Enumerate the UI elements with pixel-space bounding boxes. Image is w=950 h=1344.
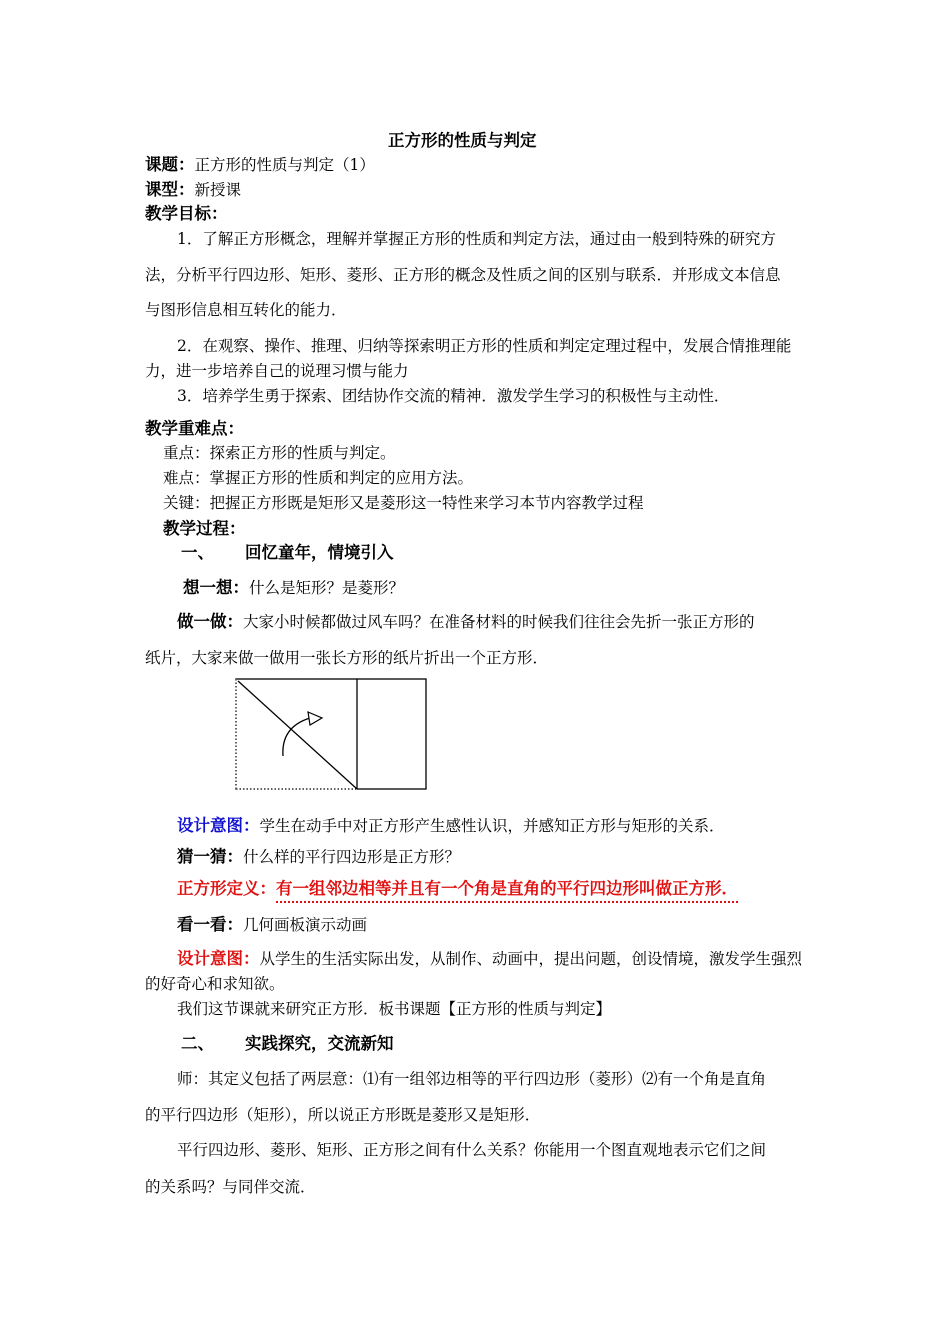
- goals-heading: 教学目标：: [145, 204, 228, 223]
- topic-line: [145, 155, 375, 175]
- fold-arrow-arc: [283, 718, 310, 756]
- paper-fold-figure: [228, 672, 438, 802]
- look-line: [177, 915, 367, 935]
- type-value: 新授课: [194, 181, 242, 199]
- type-line: [145, 180, 241, 200]
- guess-line: [177, 847, 460, 867]
- board-line: 我们这节课就来研究正方形．板书课题【正方形的性质与判定】: [177, 1000, 612, 1018]
- fold-diagonal-line: [238, 681, 357, 789]
- guess-label: 猜一猜：: [177, 847, 243, 866]
- goal-2-line-1: 2．在观察、操作、推理、归纳等探索明正方形的性质和判定定理过程中，发展合情推理能: [177, 337, 792, 355]
- section-2-title: 实践探究，交流新知: [245, 1034, 394, 1053]
- section-1-number: 一、: [181, 543, 214, 562]
- question-line-1: 平行四边形、菱形、矩形、正方形之间有什么关系？你能用一个图直观地表示它们之间: [177, 1141, 767, 1159]
- goal-1-line-2: 法，分析平行四边形、矩形、菱形、正方形的概念及性质之间的区别与联系．并形成文本信息: [145, 266, 781, 284]
- key-line: 关键：把握正方形既是矩形又是菱形这一特性来学习本节内容教学过程: [163, 494, 644, 512]
- goal-1-line-1: 1．了解正方形概念，理解并掌握正方形的性质和判定方法，通过由一般到特殊的研究方: [177, 230, 776, 248]
- type-label: 课型：: [145, 180, 195, 199]
- intent-1-text: 学生在动手中对正方形产生感性认识，并感知正方形与矩形的关系．: [259, 817, 725, 835]
- page-title: 正方形的性质与判定: [388, 131, 537, 150]
- intent-2-text-line-1: 从学生的生活实际出发，从制作、动画中，提出问题，创设情境，激发学生强烈: [259, 950, 803, 968]
- goal-3: 3．培养学生勇于探索、团结协作交流的精神．激发学生学习的积极性与主动性．: [177, 387, 730, 405]
- fold-arrow-head-icon: [308, 712, 322, 725]
- intent-1-line: [177, 816, 725, 836]
- guess-text: 什么样的平行四边形是正方形？: [243, 848, 461, 866]
- question-line-2: 的关系吗？与同伴交流．: [145, 1178, 316, 1196]
- difficulty-line: 难点：掌握正方形的性质和判定的应用方法。: [163, 469, 474, 487]
- topic-value: 正方形的性质与判定（1）: [194, 156, 375, 174]
- intent-1-label: 设计意图：: [177, 816, 260, 835]
- intent-2-label: 设计意图：: [177, 949, 260, 968]
- goal-2-line-2: 力，进一步培养自己的说理习惯与能力: [145, 362, 409, 380]
- intent-2-line-2: 的好奇心和求知欲。: [145, 975, 285, 993]
- process-heading: 教学过程：: [163, 519, 246, 538]
- rectangle-paper: [236, 679, 426, 789]
- goal-1-line-3: 与图形信息相互转化的能力．: [145, 301, 347, 319]
- key-points-heading: 教学重难点：: [145, 419, 244, 438]
- do-line-2: 纸片，大家来做一做用一张长方形的纸片折出一个正方形．: [145, 649, 549, 667]
- do-line-1: [177, 612, 755, 632]
- intent-2-line-1: [177, 949, 802, 969]
- look-text: 几何画板演示动画: [243, 916, 368, 934]
- look-label: 看一看：: [177, 915, 243, 934]
- do-label: 做一做：: [177, 612, 243, 631]
- think-line: [183, 578, 404, 598]
- definition-line: [177, 879, 738, 899]
- definition-text: 有一组邻边相等并且有一个角是直角的平行四边形叫做正方形．: [276, 879, 738, 903]
- think-label: 想一想：: [183, 578, 249, 597]
- focus-line: 重点：探索正方形的性质与判定。: [163, 444, 396, 462]
- teacher-line-1: 师：其定义包括了两层意：⑴有一组邻边相等的平行四边形（菱形）⑵有一个角是直角: [177, 1070, 767, 1088]
- teacher-line-2: 的平行四边形（矩形），所以说正方形既是菱形又是矩形．: [145, 1106, 541, 1124]
- section-1-title: 回忆童年，情境引入: [245, 543, 394, 562]
- section-2-number: 二、: [181, 1034, 214, 1053]
- think-text: 什么是矩形？是菱形？: [249, 579, 405, 597]
- definition-label: 正方形定义：: [177, 879, 276, 898]
- do-text-line-1: 大家小时候都做过风车吗？在准备材料的时候我们往往会先折一张正方形的: [243, 613, 755, 631]
- topic-label: 课题：: [145, 155, 195, 174]
